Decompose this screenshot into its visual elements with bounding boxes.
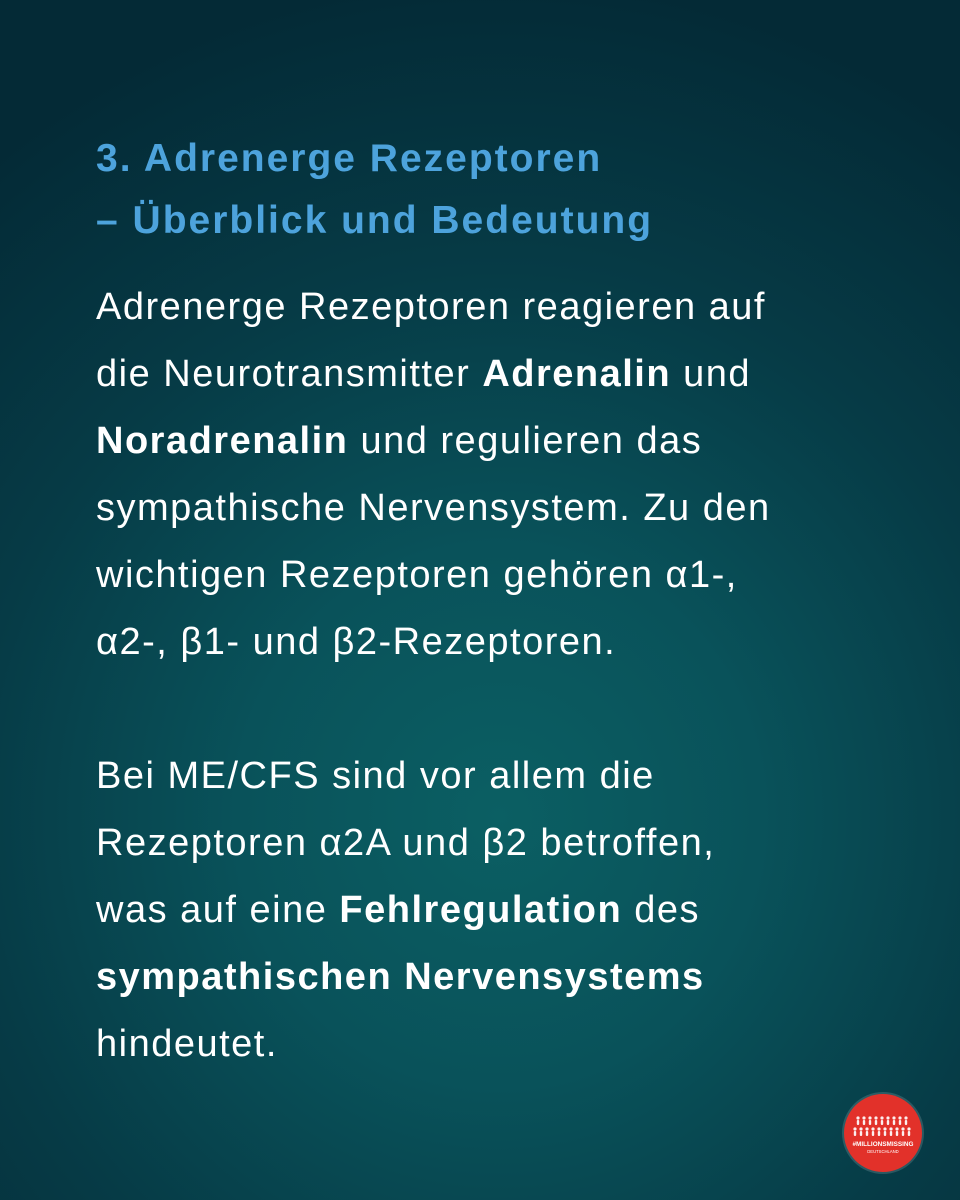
text-segment: des [622,889,701,931]
bold-term-fehlregulation: Fehlregulation [339,889,623,931]
paragraph1-line-3 [96,408,896,475]
slide-heading [96,128,896,252]
paragraph2-line-5: hindeutet. [96,1023,278,1065]
text-segment: und regulieren das [348,420,703,462]
paragraph1-line-6: α2-, β1- und β2-Rezeptoren. [96,621,617,663]
millionsmissing-logo [844,1094,922,1172]
bold-term-sympathetic-system: sympathischen Nervensystems [96,956,705,998]
paragraph-spacer [96,676,896,743]
bold-term-adrenalin: Adrenalin [482,353,672,395]
paragraph-receptors-overview [96,274,896,676]
text-segment: und [671,353,752,395]
paragraph1-line-1: Adrenerge Rezeptoren reagieren auf [96,286,766,328]
people-icon [844,1094,922,1172]
paragraph1-line-2 [96,341,896,408]
paragraph1-line-4: sympathische Nervensystem. Zu den [96,487,771,529]
logo-text-country: DEUTSCHLAND [867,1149,899,1154]
paragraph-mecfs [96,743,896,1078]
slide-content [96,128,896,1078]
paragraph2-line-2: Rezeptoren α2A und β2 betroffen, [96,822,716,864]
bold-term-noradrenalin: Noradrenalin [96,420,349,462]
text-segment: was auf eine [96,889,340,931]
paragraph2-line-3 [96,877,896,944]
heading-line-1: 3. Adrenerge Rezeptoren [96,137,603,180]
heading-line-2: – Überblick und Bedeutung [96,199,654,242]
logo-text-hashtag: #MILLIONSMISSING [852,1141,914,1148]
paragraph2-line-4 [96,944,896,1011]
paragraph1-line-5: wichtigen Rezeptoren gehören α1-, [96,554,738,596]
text-segment: die Neurotransmitter [96,353,483,395]
paragraph2-line-1: Bei ME/CFS sind vor allem die [96,755,655,797]
